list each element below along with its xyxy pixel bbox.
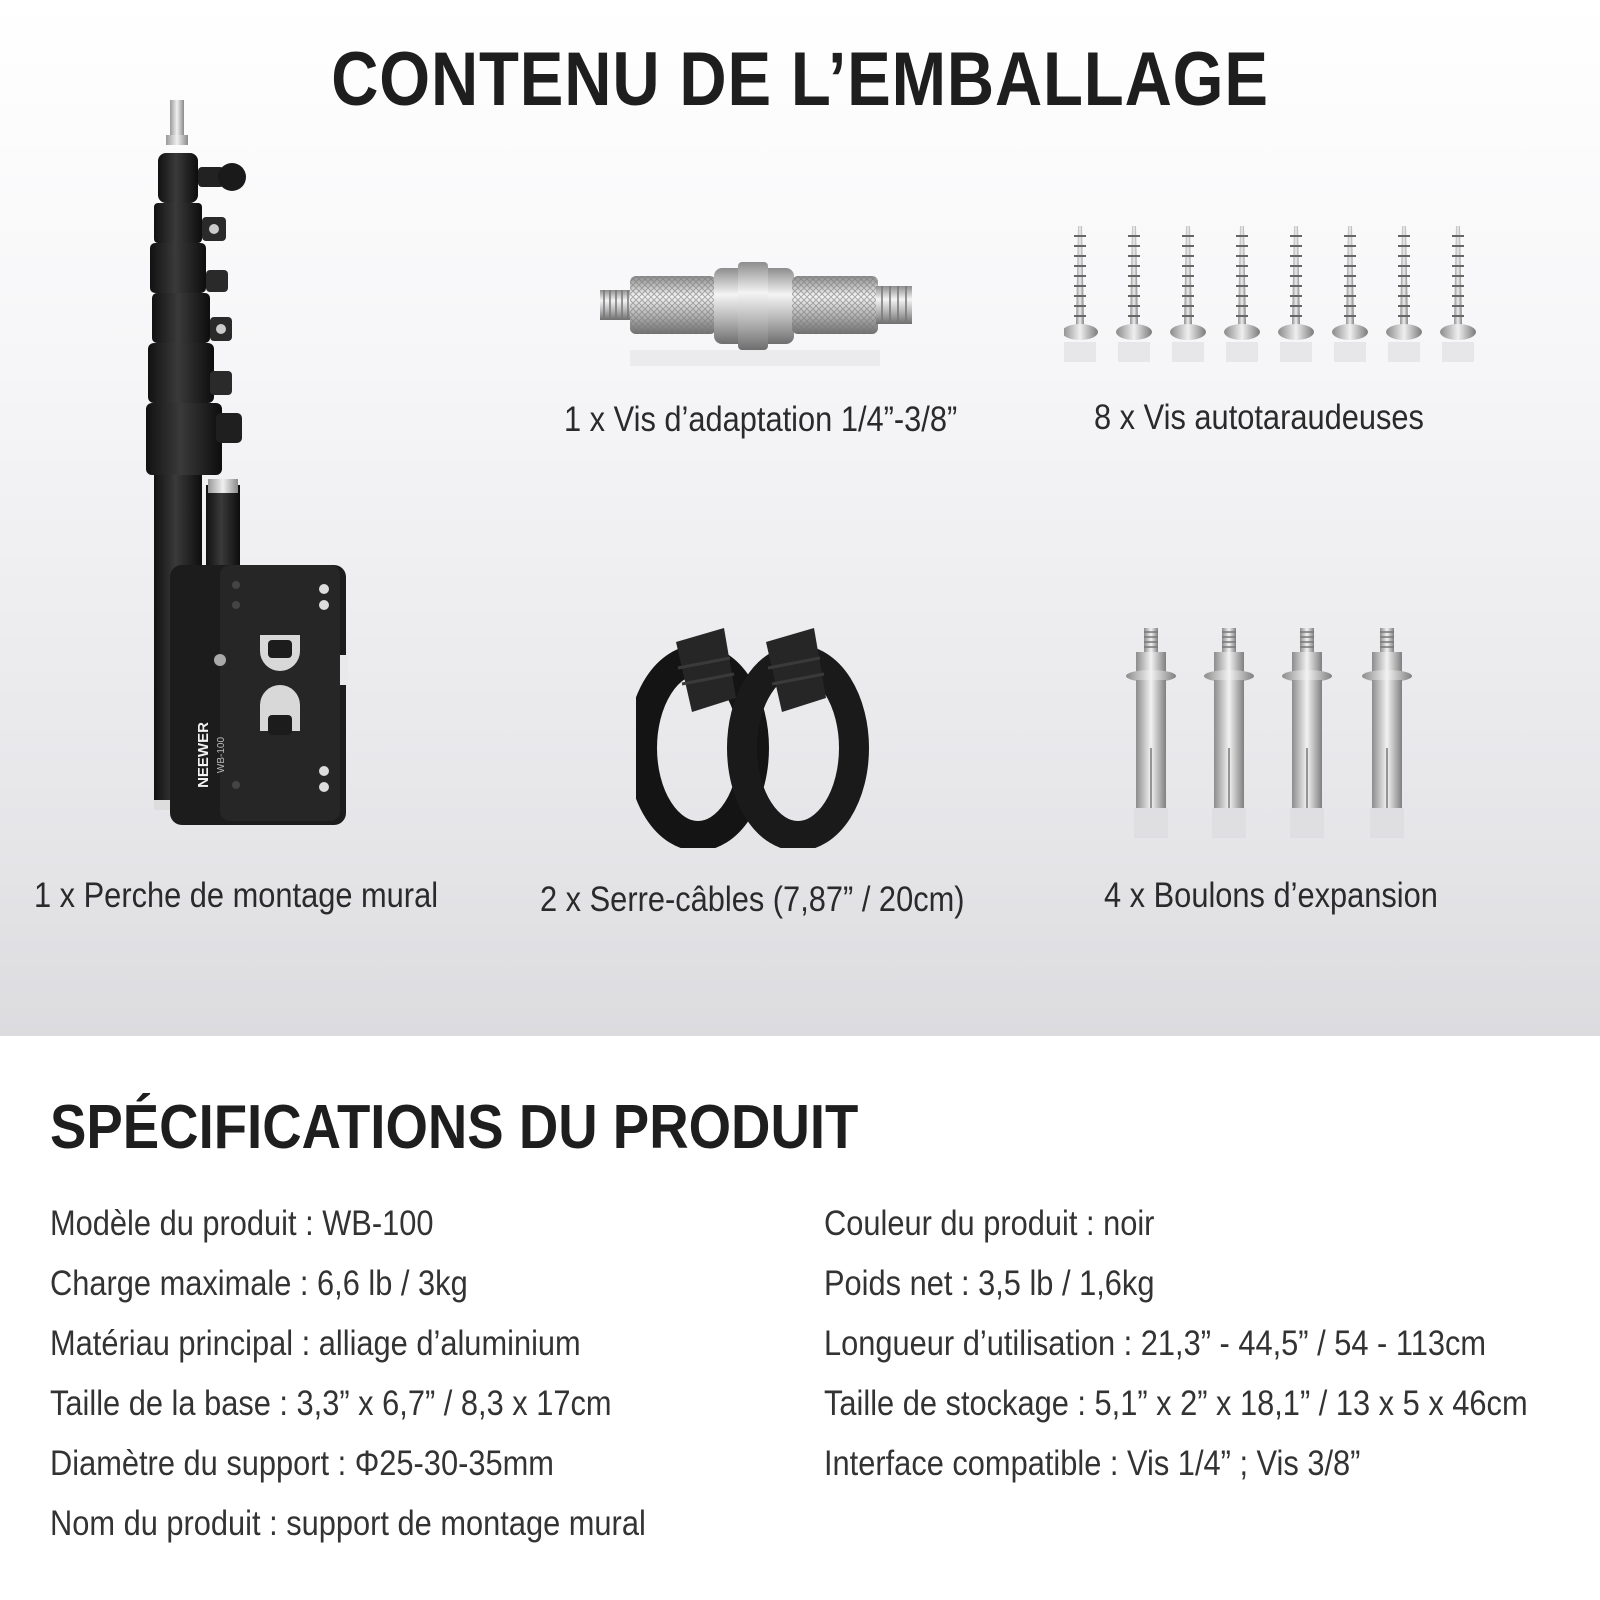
specs-left-column: [50, 1194, 727, 1554]
screws-caption: 8 x Vis autotaraudeuses: [1094, 398, 1424, 437]
specs-title: SPÉCIFICATIONS DU PRODUIT: [50, 1093, 859, 1162]
model-label: WB-100: [216, 736, 227, 774]
bolts-caption: 4 x Boulons d’expansion: [1104, 876, 1438, 915]
spec-row: Taille de stockage : 5,1” x 2” x 18,1” / 13 x 5 x 46cm: [824, 1384, 1528, 1423]
spec-row: Poids net : 3,5 lb / 1,6kg: [824, 1264, 1155, 1303]
brand-label: NEEWER: [195, 722, 212, 788]
specs-right-column: [824, 1194, 1600, 1494]
spec-row: Taille de la base : 3,3” x 6,7” / 8,3 x 17cm: [50, 1384, 612, 1423]
spec-row: Couleur du produit : noir: [824, 1204, 1155, 1243]
pole-caption: 1 x Perche de montage mural: [34, 876, 439, 915]
cable-straps-image: [636, 628, 886, 848]
spec-row: Diamètre du support : Φ25-30-35mm: [50, 1444, 554, 1483]
adapter-screw-image: [600, 258, 920, 378]
spec-row: Modèle du produit : WB-100: [50, 1204, 434, 1243]
expansion-bolts-image: [1126, 628, 1456, 858]
straps-caption: 2 x Serre-câbles (7,87” / 20cm): [540, 880, 965, 919]
spec-row: Nom du produit : support de montage mural: [50, 1504, 646, 1543]
wall-mount-pole-image: [140, 95, 370, 865]
spec-row: Longueur d’utilisation : 21,3” - 44,5” / 54 - 113cm: [824, 1324, 1487, 1363]
spec-row: Interface compatible : Vis 1/4” ; Vis 3/8”: [824, 1444, 1361, 1483]
self-tapping-screws-image: [1064, 226, 1484, 386]
package-title: CONTENU DE L’EMBALLAGE: [331, 37, 1269, 122]
product-specifications-section: [0, 1036, 1600, 1600]
adapter-caption: 1 x Vis d’adaptation 1/4”-3/8”: [564, 400, 958, 439]
spec-row: Matériau principal : alliage d’aluminium: [50, 1324, 581, 1363]
spec-row: Charge maximale : 6,6 lb / 3kg: [50, 1264, 468, 1303]
